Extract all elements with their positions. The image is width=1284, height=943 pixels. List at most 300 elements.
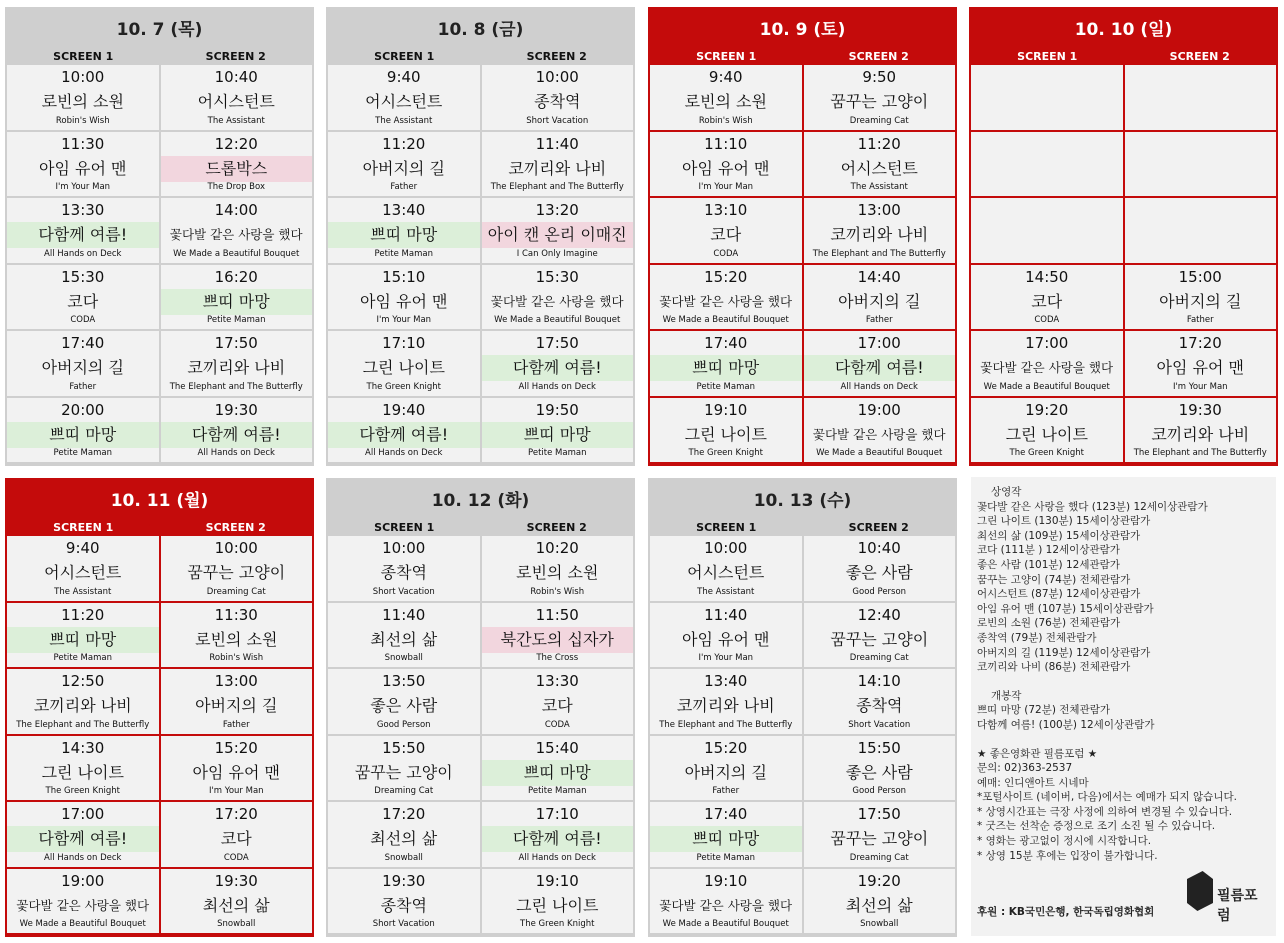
- movie-english-title: The Elephant and The Butterfly: [812, 248, 946, 259]
- day-title: 10. 10 (일): [1074, 20, 1173, 40]
- showtime: 19:30: [382, 871, 426, 890]
- screen-label: SCREEN 2: [1169, 50, 1230, 63]
- screen-label: SCREEN 2: [526, 50, 587, 63]
- movie-english-title: CODA: [223, 852, 249, 863]
- showtime-slot[interactable]: [482, 669, 634, 734]
- movie-title: 어시스턴트: [197, 92, 275, 111]
- showtime: 15:10: [382, 267, 426, 286]
- movie-title: 꿈꾸는 고양이: [354, 762, 453, 782]
- showtime-slot[interactable]: [328, 132, 480, 197]
- showtime-slot[interactable]: [482, 331, 634, 396]
- showtime-slot[interactable]: [650, 398, 802, 463]
- movie-title: 아임 유어 맨: [1156, 358, 1244, 377]
- screen2-column: [482, 536, 634, 933]
- showtime-slot[interactable]: [804, 869, 956, 934]
- movie-english-title: Petite Maman: [53, 448, 112, 458]
- movie-title: 코다: [541, 696, 573, 715]
- showtime-slot[interactable]: [482, 198, 634, 263]
- screen1-column: [7, 536, 159, 933]
- showtime-slot[interactable]: [328, 536, 480, 601]
- showtime-slot[interactable]: [1125, 331, 1277, 396]
- movie-english-title: The Elephant and The Butterfly: [490, 182, 624, 192]
- movie-title: 꽃다발 같은 사랑을 했다: [659, 293, 793, 309]
- showtime-slot[interactable]: [7, 736, 159, 801]
- showtime-slot[interactable]: [804, 132, 956, 197]
- showtime-slot[interactable]: [804, 536, 956, 601]
- movie-english-title: We Made a Beautiful Bouquet: [19, 919, 146, 929]
- showtime: 13:50: [382, 672, 426, 690]
- day-panel: [5, 7, 314, 466]
- movie-title: 좋은 사람: [370, 696, 438, 715]
- movie-english-title: CODA: [544, 719, 570, 730]
- notices-list: [977, 747, 1276, 864]
- movie-title: 꿈꾸는 고양이: [830, 629, 929, 649]
- movie-title: 로빈의 소원: [41, 92, 124, 111]
- showtime: 15:40: [535, 738, 579, 757]
- day-title: 10. 11 (월): [110, 491, 209, 511]
- showtime-slot[interactable]: [161, 736, 313, 801]
- screen2-column: [161, 536, 313, 933]
- movie-title: 코끼리와 나비: [187, 358, 286, 377]
- movie-english-title: Short Vacation: [372, 919, 435, 929]
- movie-english-title: We Made a Beautiful Bouquet: [662, 919, 789, 929]
- screen-label: SCREEN 1: [696, 521, 757, 534]
- showtime-slot[interactable]: [804, 802, 956, 867]
- showtime-slot[interactable]: [7, 669, 159, 734]
- showtime-slot[interactable]: [7, 869, 159, 934]
- movie-english-title: The Green Knight: [688, 448, 763, 458]
- movie-title: 드롭박스: [161, 156, 313, 182]
- showtime-slot[interactable]: [7, 65, 159, 130]
- showtime-slot[interactable]: [7, 536, 159, 601]
- showtime-slot[interactable]: [161, 198, 313, 263]
- movie-title: 쁘띠 마망: [650, 826, 802, 852]
- movie-title: 종착역: [380, 563, 427, 582]
- movie-english-title: All Hands on Deck: [365, 448, 443, 458]
- info-line: 아버지의 길 (119분) 12세이상관람가: [977, 646, 1151, 659]
- movie-english-title: The Green Knight: [366, 381, 441, 392]
- screen1-column: [650, 536, 802, 933]
- movie-english-title: Dreaming Cat: [849, 115, 909, 126]
- showtime: 15:00: [1178, 267, 1222, 286]
- showtime-slot[interactable]: [161, 669, 313, 734]
- showtime: 19:10: [704, 400, 748, 419]
- showtime-slot[interactable]: [650, 65, 802, 130]
- showtime: 17:20: [1178, 334, 1222, 352]
- movie-english-title: Father: [69, 381, 97, 392]
- showtime-slot[interactable]: [7, 265, 159, 330]
- showtime-slot[interactable]: [971, 265, 1123, 330]
- showtime-slot[interactable]: [804, 398, 956, 463]
- showtime-slot[interactable]: [804, 331, 956, 396]
- movie-english-title: Father: [712, 786, 740, 796]
- movie-english-title: CODA: [1034, 315, 1060, 325]
- showtime: 10:40: [857, 539, 901, 557]
- movie-english-title: The Green Knight: [520, 919, 595, 929]
- movie-title: 코다: [67, 291, 99, 311]
- movie-english-title: Petite Maman: [53, 653, 112, 663]
- showtime: 11:30: [61, 134, 105, 153]
- screen1-column: [7, 65, 159, 462]
- movie-english-title: Dreaming Cat: [374, 786, 434, 796]
- movie-title: 최선의 삶: [370, 829, 438, 848]
- showtime-slot[interactable]: [1125, 265, 1277, 330]
- movie-english-title: CODA: [70, 315, 96, 325]
- showtime-slot[interactable]: [650, 331, 802, 396]
- movie-title: 코끼리와 나비: [508, 158, 607, 178]
- movie-english-title: Short Vacation: [848, 719, 911, 730]
- info-line: 예매: 인디앤아트 시네마: [977, 776, 1089, 789]
- screen-label: SCREEN 1: [374, 50, 435, 63]
- movie-english-title: All Hands on Deck: [44, 852, 122, 863]
- movie-english-title: I Can Only Imagine: [516, 248, 598, 259]
- showtime-slot[interactable]: [7, 132, 159, 197]
- movie-english-title: All Hands on Deck: [44, 248, 122, 259]
- movie-english-title: The Elephant and The Butterfly: [1133, 448, 1267, 458]
- screen2-column: [1125, 65, 1277, 462]
- showtime: 19:30: [1178, 400, 1222, 419]
- screen-label: SCREEN 1: [1017, 50, 1078, 63]
- movie-english-title: CODA: [713, 248, 739, 259]
- movie-title: 로빈의 소원: [195, 629, 278, 649]
- movie-title: 꽃다발 같은 사랑을 했다: [659, 897, 793, 913]
- movie-title: 최선의 삶: [202, 895, 270, 915]
- movie-english-title: Petite Maman: [207, 315, 266, 325]
- movie-title: 아버지의 길: [838, 291, 921, 311]
- movie-title: 그린 나이트: [516, 895, 599, 915]
- movie-english-title: Petite Maman: [528, 786, 587, 796]
- movie-title: 최선의 삶: [370, 629, 438, 649]
- showtime-slot[interactable]: [7, 603, 159, 668]
- showtime-slot[interactable]: [482, 603, 634, 668]
- showtime: 19:10: [704, 871, 748, 890]
- movie-title: 어시스턴트: [365, 92, 443, 111]
- showtime: 13:40: [704, 672, 748, 690]
- info-line: *포털사이트 (네이버, 다음)에서는 예매가 되지 않습니다.: [977, 791, 1237, 804]
- movie-title: 코다: [710, 225, 742, 244]
- empty-slot: [971, 65, 1123, 130]
- showtime-slot[interactable]: [328, 65, 480, 130]
- movie-english-title: The Assistant: [54, 586, 112, 597]
- showtime-slot[interactable]: [971, 331, 1123, 396]
- movie-english-title: The Assistant: [697, 586, 755, 597]
- movie-english-title: Father: [222, 719, 250, 730]
- movie-title: 어시스턴트: [44, 563, 122, 582]
- showtime: 11:20: [382, 134, 426, 153]
- movie-title: 북간도의 십자가: [482, 627, 634, 653]
- movie-title: 꽃다발 같은 사랑을 했다: [980, 360, 1114, 375]
- showtime: 9:50: [862, 68, 897, 86]
- movie-title: 쁘띠 마망: [482, 422, 634, 448]
- movie-english-title: I'm Your Man: [698, 182, 754, 192]
- movie-title: 좋은 사람: [845, 762, 913, 782]
- screen2-column: [161, 65, 313, 462]
- movie-english-title: Petite Maman: [696, 381, 755, 392]
- movie-title: 종착역: [380, 895, 427, 915]
- showtime-slot[interactable]: [804, 669, 956, 734]
- movie-english-title: Father: [865, 315, 893, 325]
- empty-slot: [1125, 132, 1277, 197]
- showtime: 17:00: [857, 334, 901, 352]
- day-panel: [648, 7, 957, 466]
- info-line: 꽃다발 같은 사랑을 했다 (123분) 12세이상관람가: [977, 500, 1208, 513]
- movie-title: 코끼리와 나비: [33, 696, 132, 715]
- showtime-slot[interactable]: [650, 669, 802, 734]
- info-line: 아임 유어 맨 (107분) 15세이상관람가: [977, 602, 1154, 615]
- showtime: 14:00: [214, 201, 258, 219]
- movie-title: 아임 유어 맨: [682, 158, 770, 178]
- movie-english-title: The Green Knight: [1009, 448, 1084, 458]
- showtime: 13:00: [857, 201, 901, 219]
- showtime-slot[interactable]: [328, 869, 480, 934]
- movie-english-title: We Made a Beautiful Bouquet: [983, 381, 1110, 392]
- movie-english-title: Robin's Wish: [55, 115, 110, 126]
- showtime: 19:20: [1025, 400, 1069, 419]
- showtime: 13:20: [535, 201, 579, 219]
- movie-title: 다함께 여름!: [7, 826, 159, 852]
- showtime-slot[interactable]: [328, 736, 480, 801]
- movie-title: 다함께 여름!: [482, 826, 634, 852]
- logo-cube-icon: [1187, 871, 1213, 911]
- movie-english-title: Dreaming Cat: [849, 653, 909, 663]
- movie-english-title: Good Person: [852, 586, 907, 597]
- empty-slot: [971, 132, 1123, 197]
- showtime: 11:40: [535, 134, 579, 153]
- movie-title: 다함께 여름!: [161, 422, 313, 448]
- movie-title: 아버지의 길: [195, 696, 278, 715]
- screen1-column: [328, 536, 480, 933]
- showtime-slot[interactable]: [482, 65, 634, 130]
- showtime-slot[interactable]: [482, 536, 634, 601]
- showtime-slot[interactable]: [328, 669, 480, 734]
- showtime: 14:50: [1025, 267, 1069, 286]
- showtime-slot[interactable]: [328, 198, 480, 263]
- movie-english-title: Snowball: [384, 653, 423, 663]
- screen2-column: [482, 65, 634, 462]
- showtime: 17:20: [382, 805, 426, 823]
- showtime-slot[interactable]: [328, 331, 480, 396]
- movie-title: 다함께 여름!: [328, 422, 480, 448]
- showtime-slot[interactable]: [804, 265, 956, 330]
- screen-label: SCREEN 2: [848, 50, 909, 63]
- movie-english-title: I'm Your Man: [1172, 381, 1228, 392]
- showtime-slot[interactable]: [482, 802, 634, 867]
- movie-title: 다함께 여름!: [7, 222, 159, 248]
- showtime: 17:20: [214, 805, 258, 823]
- showtime-slot[interactable]: [650, 265, 802, 330]
- screen-label: SCREEN 1: [53, 50, 114, 63]
- showtime-slot[interactable]: [161, 398, 313, 463]
- logo-text: 필름포럼: [1217, 888, 1258, 924]
- now-showing-header: 상영작: [991, 486, 1022, 498]
- showtime: 9:40: [65, 539, 100, 557]
- showtime-slot[interactable]: [161, 265, 313, 330]
- showtime: 17:50: [857, 805, 901, 823]
- info-line: 쁘띠 마망 (72분) 전체관람가: [977, 704, 1110, 717]
- showtime-slot[interactable]: [161, 603, 313, 668]
- showtime: 19:50: [535, 400, 579, 419]
- day-title: 10. 12 (화): [431, 491, 530, 511]
- movie-english-title: Short Vacation: [526, 115, 589, 126]
- showtime: 17:00: [61, 805, 105, 823]
- showtime: 13:00: [214, 672, 258, 690]
- movie-english-title: The Assistant: [375, 115, 433, 126]
- showtime: 13:40: [382, 201, 426, 219]
- info-line: 종착역 (79분) 전체관람가: [977, 631, 1097, 644]
- showtime-slot[interactable]: [161, 331, 313, 396]
- movie-title: 어시스턴트: [840, 158, 918, 178]
- movie-english-title: Robin's Wish: [209, 653, 264, 663]
- showtime-slot[interactable]: [650, 869, 802, 934]
- showtime: 19:30: [214, 871, 258, 890]
- showtime-slot[interactable]: [482, 869, 634, 934]
- showtime-slot[interactable]: [161, 65, 313, 130]
- showtime-slot[interactable]: [161, 869, 313, 934]
- showtime: 15:20: [704, 267, 748, 286]
- showtime: 11:10: [704, 134, 748, 153]
- showtime-slot[interactable]: [7, 802, 159, 867]
- showtime: 15:50: [857, 738, 901, 757]
- movie-title: 코다: [1031, 291, 1063, 311]
- movie-english-title: Petite Maman: [696, 852, 755, 863]
- info-line: 코끼리와 나비 (86분) 전체관람가: [977, 661, 1131, 674]
- showtime-slot[interactable]: [650, 132, 802, 197]
- showtime: 20:00: [61, 400, 105, 419]
- movie-english-title: Petite Maman: [374, 248, 433, 259]
- screen1-column: [650, 65, 802, 462]
- showtime-slot[interactable]: [161, 536, 313, 601]
- showtime-slot[interactable]: [7, 198, 159, 263]
- showtime: 19:10: [535, 871, 579, 890]
- screen-label: SCREEN 1: [696, 50, 757, 63]
- showtime: 10:40: [214, 68, 258, 86]
- movie-english-title: I'm Your Man: [376, 315, 432, 325]
- showtime-slot[interactable]: [161, 132, 313, 197]
- showtime-slot[interactable]: [1125, 398, 1277, 463]
- showtime-slot[interactable]: [971, 398, 1123, 463]
- showtime-slot[interactable]: [804, 736, 956, 801]
- screen-label: SCREEN 2: [205, 521, 266, 534]
- showtime: 14:30: [61, 738, 105, 757]
- day-panel: [648, 478, 957, 937]
- showtime-slot[interactable]: [328, 603, 480, 668]
- showtime: 11:20: [61, 605, 105, 624]
- showtime: 15:30: [61, 267, 105, 286]
- movie-english-title: The Green Knight: [45, 786, 120, 796]
- showtime-slot[interactable]: [482, 736, 634, 801]
- showtime: 19:00: [857, 400, 901, 419]
- empty-slot: [1125, 198, 1277, 263]
- showtime: 10:00: [214, 539, 258, 557]
- showtime-slot[interactable]: [482, 132, 634, 197]
- showtime-slot[interactable]: [482, 398, 634, 463]
- info-line: 꿈꾸는 고양이 (74분) 전체관람가: [977, 573, 1131, 586]
- showtime-slot[interactable]: [328, 802, 480, 867]
- showtime: 14:40: [857, 267, 901, 286]
- movie-title: 그린 나이트: [362, 358, 445, 377]
- movie-title: 쁘띠 마망: [482, 760, 634, 786]
- movie-english-title: Dreaming Cat: [849, 852, 909, 863]
- screen1-column: [328, 65, 480, 462]
- showtime-slot[interactable]: [161, 802, 313, 867]
- movie-title: 좋은 사람: [845, 563, 913, 582]
- showtime: 17:50: [214, 334, 258, 352]
- movie-english-title: The Assistant: [207, 115, 265, 126]
- movie-english-title: The Assistant: [850, 182, 908, 192]
- showtime-slot[interactable]: [804, 65, 956, 130]
- movie-english-title: All Hands on Deck: [840, 381, 918, 392]
- info-line: 로빈의 소원 (76분) 전체관람가: [977, 617, 1121, 630]
- movie-english-title: I'm Your Man: [698, 653, 754, 663]
- movie-title: 어시스턴트: [687, 563, 765, 582]
- showtime-slot[interactable]: [482, 265, 634, 330]
- movie-title: 로빈의 소원: [684, 92, 767, 111]
- info-line: 코다 (111분 ) 12세이상관람가: [977, 544, 1120, 557]
- screen-label: SCREEN 1: [53, 521, 114, 534]
- movie-english-title: Good Person: [852, 786, 907, 796]
- showtime: 11:30: [214, 605, 258, 624]
- movie-english-title: Snowball: [217, 919, 256, 929]
- movie-english-title: Robin's Wish: [698, 115, 753, 126]
- showtime-slot[interactable]: [650, 536, 802, 601]
- info-line: * 상영 15분 후에는 입장이 불가합니다.: [977, 849, 1158, 862]
- movie-english-title: The Drop Box: [207, 182, 265, 192]
- movie-title: 아버지의 길: [41, 358, 124, 377]
- showtime-slot[interactable]: [650, 736, 802, 801]
- movie-title: 쁘띠 마망: [650, 355, 802, 381]
- showtime: 15:20: [214, 738, 258, 757]
- showtime: 10:00: [704, 539, 748, 557]
- movie-title: 코끼리와 나비: [676, 696, 775, 715]
- showtime: 15:20: [704, 738, 748, 757]
- showtime: 12:50: [61, 672, 105, 690]
- showtime-slot[interactable]: [328, 398, 480, 463]
- day-panel: [969, 7, 1278, 466]
- movie-title: 그린 나이트: [684, 424, 767, 444]
- showtime-slot[interactable]: [804, 198, 956, 263]
- movie-english-title: Snowball: [860, 919, 899, 929]
- movie-title: 아임 유어 맨: [192, 762, 280, 782]
- info-line: 그린 나이트 (130분) 15세이상관람가: [977, 515, 1151, 528]
- movie-english-title: The Elephant and The Butterfly: [16, 719, 150, 730]
- showtime-slot[interactable]: [804, 603, 956, 668]
- screen2-column: [804, 536, 956, 933]
- showtime-slot[interactable]: [650, 802, 802, 867]
- showtime: 11:40: [382, 605, 426, 624]
- showtime: 19:00: [61, 871, 105, 890]
- movie-title: 꽃다발 같은 사랑을 했다: [812, 426, 946, 442]
- movie-english-title: Dreaming Cat: [206, 586, 266, 597]
- movie-title: 종착역: [534, 92, 581, 111]
- movie-english-title: I'm Your Man: [55, 182, 111, 192]
- showtime-slot[interactable]: [7, 398, 159, 463]
- showtime-slot[interactable]: [328, 265, 480, 330]
- movie-title: 꽃다발 같은 사랑을 했다: [16, 897, 150, 913]
- movie-title: 다함께 여름!: [482, 355, 634, 381]
- movie-english-title: Short Vacation: [372, 586, 435, 597]
- showtime: 10:00: [535, 68, 579, 86]
- showtime-slot[interactable]: [7, 331, 159, 396]
- showtime-slot[interactable]: [650, 198, 802, 263]
- showtime: 12:20: [214, 134, 258, 153]
- movie-title: 꿈꾸는 고양이: [830, 829, 929, 848]
- movie-english-title: All Hands on Deck: [518, 852, 596, 863]
- showtime-slot[interactable]: [650, 603, 802, 668]
- movie-english-title: We Made a Beautiful Bouquet: [816, 448, 943, 458]
- movie-english-title: All Hands on Deck: [197, 448, 275, 458]
- opening-header: 개봉작: [991, 689, 1022, 702]
- movie-title: 아버지의 길: [684, 762, 767, 782]
